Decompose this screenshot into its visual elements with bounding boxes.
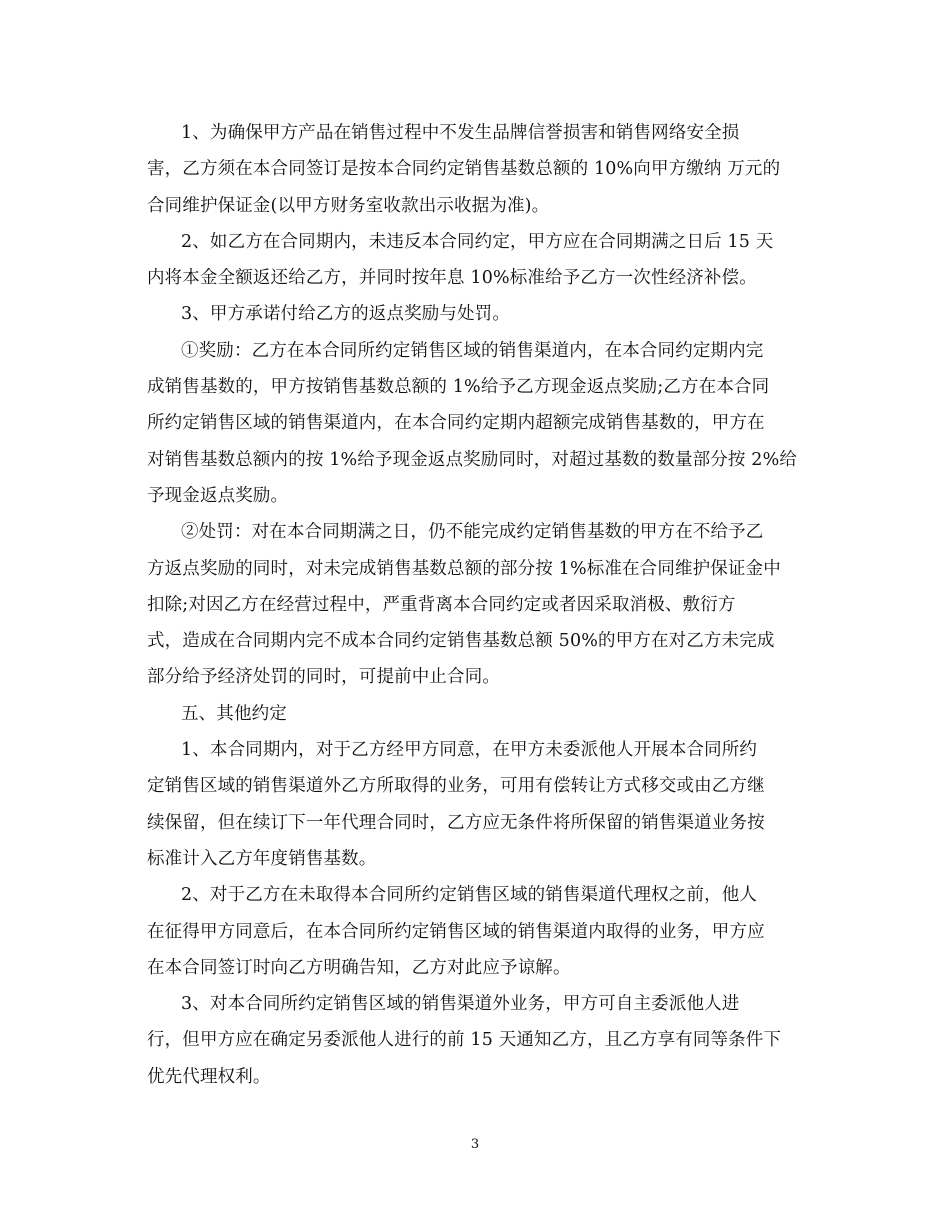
paragraph-line: 成销售基数的，甲方按销售基数总额的 1%给予乙方现金返点奖励;乙方在本合同 [147, 377, 770, 398]
paragraph-line: 定销售区域的销售渠道外乙方所取得的业务，可用有偿转让方式移交或由乙方继 [147, 776, 765, 797]
paragraph-line: 所约定销售区域的销售渠道内，在本合同约定期内超额完成销售基数的，甲方在 [147, 413, 765, 434]
paragraph-line: 1、本合同期内，对于乙方经甲方同意，在甲方未委派他人开展本合同所约 [181, 740, 758, 761]
paragraph-line: 行，但甲方应在确定另委派他人进行的前 15 天通知乙方，且乙方享有同等条件下 [147, 1030, 782, 1051]
paragraph-line: ②处罚：对在本合同期满之日，仍不能完成约定销售基数的甲方在不给予乙 [181, 522, 764, 543]
document-body [147, 115, 807, 1095]
page-number: 3 [470, 1137, 480, 1152]
paragraph-line: 予现金返点奖励。 [147, 485, 289, 506]
paragraph-line: 标准计入乙方年度销售基数。 [147, 848, 377, 869]
section-heading: 五、其他约定 [181, 703, 287, 724]
paragraph-line: 续保留，但在续订下一年代理合同时，乙方应无条件将所保留的销售渠道业务按 [147, 812, 765, 833]
paragraph-line: 方返点奖励的同时，对未完成销售基数总额的部分按 1%标准在合同维护保证金中 [147, 558, 781, 579]
paragraph-line: 内将本金全额返还给乙方，并同时按年息 10%标准给予乙方一次性经济补偿。 [147, 268, 757, 289]
paragraph-line: 优先代理权利。 [147, 1066, 271, 1087]
paragraph-line: 合同维护保证金(以甲方财务室收款出示收据为准)。 [147, 195, 550, 216]
paragraph-line: ①奖励：乙方在本合同所约定销售区域的销售渠道内，在本合同约定期内完 [181, 340, 764, 361]
paragraph-line: 对销售基数总额内的按 1%给予现金返点奖励同时，对超过基数的数量部分按 2%给 [147, 449, 797, 470]
paragraph-line: 在本合同签订时向乙方明确告知，乙方对此应予谅解。 [147, 957, 571, 978]
paragraph-line: 扣除;对因乙方在经营过程中，严重背离本合同约定或者因采取消极、敷衍方 [147, 594, 736, 615]
paragraph-line: 式，造成在合同期内完不成本合同约定销售基数总额 50%的甲方在对乙方未完成 [147, 631, 775, 652]
paragraph-line: 害，乙方须在本合同签订是按本合同约定销售基数总额的 10%向甲方缴纳 万元的 [147, 159, 781, 180]
paragraph-line: 在征得甲方同意后，在本合同所约定销售区域的销售渠道内取得的业务，甲方应 [147, 921, 765, 942]
paragraph-line: 2、如乙方在合同期内，未违反本合同约定，甲方应在合同期满之日后 15 天 [181, 231, 774, 252]
paragraph-line: 3、甲方承诺付给乙方的返点奖励与处罚。 [181, 304, 510, 325]
paragraph-line: 3、对本合同所约定销售区域的销售渠道外业务，甲方可自主委派他人进 [181, 994, 740, 1015]
paragraph-line: 1、为确保甲方产品在销售过程中不发生品牌信誉损害和销售网络安全损 [181, 123, 740, 143]
paragraph-line: 部分给予经济处罚的同时，可提前中止合同。 [147, 667, 500, 688]
paragraph-line: 2、对于乙方在未取得本合同所约定销售区域的销售渠道代理权之前，他人 [181, 885, 758, 906]
